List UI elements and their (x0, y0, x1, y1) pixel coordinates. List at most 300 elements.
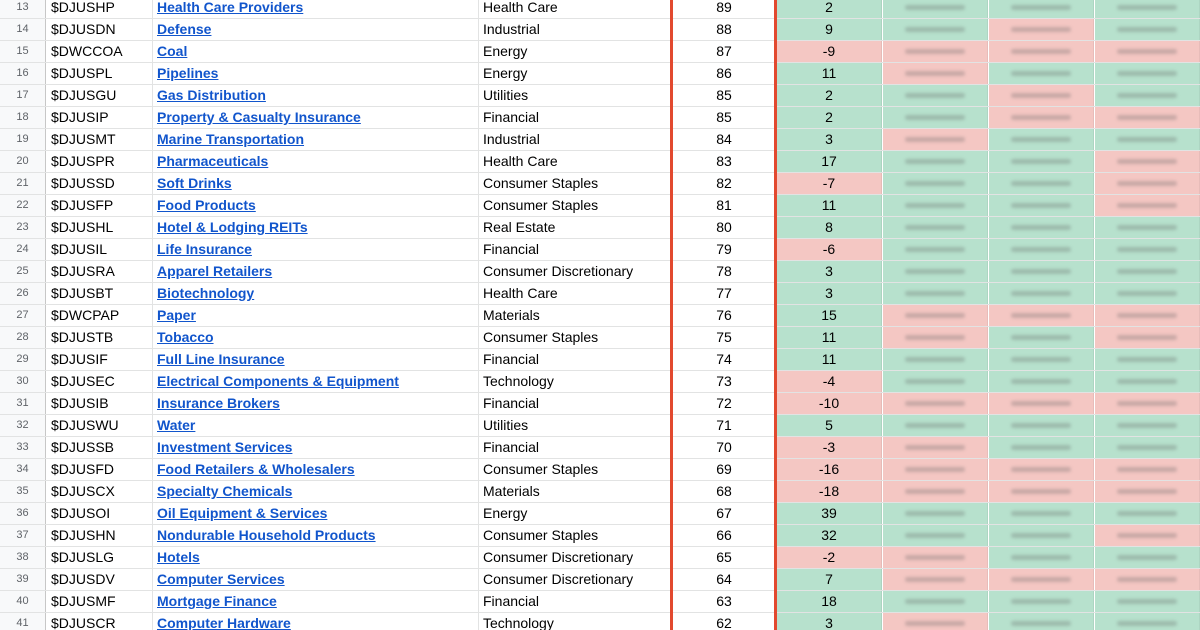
blurred-cell (883, 437, 988, 458)
change-cell[interactable]: 17 (777, 151, 882, 172)
change-cell[interactable]: -2 (777, 547, 882, 568)
rank-cell[interactable]: 86 (716, 65, 732, 81)
table-row[interactable] (0, 569, 1200, 591)
sector-cell[interactable]: Financial (483, 395, 540, 411)
column-divider-right (774, 0, 777, 630)
rank-cell[interactable]: 82 (716, 175, 732, 191)
blurred-cell (883, 349, 988, 370)
change-cell[interactable]: 11 (777, 349, 882, 370)
blurred-cell (1095, 0, 1200, 18)
rank-cell[interactable]: 85 (716, 87, 732, 103)
blurred-cell (883, 173, 988, 194)
symbol-cell[interactable]: $DJUSSB (47, 437, 153, 458)
rank-cell[interactable]: 75 (716, 329, 732, 345)
blurred-cell (989, 547, 1094, 568)
sector-cell[interactable]: Energy (483, 43, 528, 59)
row-number[interactable]: 37 (0, 525, 46, 546)
sector-cell[interactable]: Consumer Staples (483, 527, 599, 543)
blurred-cell (1095, 41, 1200, 62)
blurred-cell (1095, 503, 1200, 524)
blurred-cell (989, 349, 1094, 370)
symbol-cell[interactable]: $DJUSSD (47, 173, 153, 194)
sector-cell[interactable]: Financial (483, 109, 540, 125)
blurred-cell (1095, 371, 1200, 392)
rank-cell[interactable]: 77 (716, 285, 732, 301)
rank-cell[interactable]: 68 (716, 483, 732, 499)
change-cell[interactable]: 5 (777, 415, 882, 436)
blurred-cell (883, 107, 988, 128)
blurred-cell (989, 217, 1094, 238)
symbol-cell[interactable]: $DJUSIL (47, 239, 153, 260)
industry-link[interactable]: Water (157, 417, 196, 433)
blurred-cell (1095, 569, 1200, 590)
table-row[interactable] (0, 217, 1200, 239)
table-row[interactable] (0, 591, 1200, 613)
table-row[interactable] (0, 547, 1200, 569)
blurred-cell (1095, 393, 1200, 414)
row-number[interactable]: 28 (0, 327, 46, 348)
symbol-cell[interactable]: $DJUSIB (47, 393, 153, 414)
change-cell[interactable]: -4 (777, 371, 882, 392)
industry-name-cell[interactable] (154, 371, 479, 392)
industry-link[interactable]: Full Line Insurance (157, 351, 285, 367)
industry-link[interactable]: Specialty Chemicals (157, 483, 293, 499)
industry-link[interactable]: Life Insurance (157, 241, 252, 257)
row-number[interactable]: 38 (0, 547, 46, 568)
rank-cell[interactable]: 67 (716, 505, 732, 521)
table-row[interactable] (0, 437, 1200, 459)
sector-cell[interactable]: Consumer Discretionary (483, 571, 634, 587)
row-number[interactable]: 13 (0, 0, 46, 18)
industry-name-cell[interactable] (154, 481, 479, 502)
industry-name-cell[interactable] (154, 415, 479, 436)
row-number[interactable]: 17 (0, 85, 46, 106)
blurred-cell (883, 261, 988, 282)
sector-cell[interactable]: Health Care (483, 153, 558, 169)
industry-name-cell[interactable] (154, 459, 479, 480)
industry-name-cell[interactable] (154, 613, 479, 630)
industry-name-cell[interactable] (154, 349, 479, 370)
row-number[interactable]: 39 (0, 569, 46, 590)
blurred-cell (883, 525, 988, 546)
industry-name-cell[interactable] (154, 129, 479, 150)
industry-name-cell[interactable] (154, 327, 479, 348)
industry-name-cell[interactable] (154, 283, 479, 304)
change-cell[interactable]: 11 (777, 63, 882, 84)
change-cell[interactable]: 2 (777, 0, 882, 18)
symbol-cell[interactable]: $DJUSHL (47, 217, 153, 238)
blurred-cell (1095, 525, 1200, 546)
blurred-cell (883, 393, 988, 414)
industry-link[interactable]: Pipelines (157, 65, 219, 81)
table-row[interactable] (0, 305, 1200, 327)
sector-cell[interactable]: Materials (483, 483, 540, 499)
blurred-cell (883, 305, 988, 326)
industry-link[interactable]: Marine Transportation (157, 131, 305, 147)
rank-cell[interactable]: 76 (716, 307, 732, 323)
row-number[interactable]: 14 (0, 19, 46, 40)
industry-name-cell[interactable] (154, 525, 479, 546)
blurred-cell (1095, 151, 1200, 172)
table-row[interactable] (0, 19, 1200, 41)
rank-cell[interactable]: 70 (716, 439, 732, 455)
sector-cell[interactable]: Industrial (483, 131, 540, 147)
sector-cell[interactable]: Consumer Discretionary (483, 549, 634, 565)
blurred-cell (883, 41, 988, 62)
blurred-cell (989, 195, 1094, 216)
table-row[interactable] (0, 459, 1200, 481)
blurred-cell (883, 591, 988, 612)
change-cell[interactable]: 3 (777, 283, 882, 304)
blurred-cell (1095, 217, 1200, 238)
sector-cell[interactable]: Energy (483, 505, 528, 521)
change-cell[interactable]: 11 (777, 327, 882, 348)
rank-cell[interactable]: 63 (716, 593, 732, 609)
row-number[interactable]: 16 (0, 63, 46, 84)
blurred-cell (989, 525, 1094, 546)
symbol-cell[interactable]: $DJUSBT (47, 283, 153, 304)
table-row[interactable] (0, 415, 1200, 437)
symbol-cell[interactable]: $DJUSHN (47, 525, 153, 546)
blurred-cell (883, 217, 988, 238)
symbol-cell[interactable]: $DJUSIF (47, 349, 153, 370)
change-cell[interactable]: 3 (777, 261, 882, 282)
change-cell[interactable]: 18 (777, 591, 882, 612)
table-row[interactable] (0, 129, 1200, 151)
blurred-cell (989, 173, 1094, 194)
sector-cell[interactable]: Health Care (483, 285, 558, 301)
industry-link[interactable]: Defense (157, 21, 212, 37)
rank-cell[interactable]: 71 (716, 417, 732, 433)
sector-cell[interactable]: Technology (483, 373, 554, 389)
row-number[interactable]: 30 (0, 371, 46, 392)
change-cell[interactable]: 3 (777, 613, 882, 630)
industry-name-cell[interactable] (154, 41, 479, 62)
blurred-cell (1095, 19, 1200, 40)
industry-name-cell[interactable] (154, 239, 479, 260)
sector-cell[interactable]: Health Care (483, 0, 558, 15)
blurred-cell (989, 85, 1094, 106)
table-row[interactable] (0, 63, 1200, 85)
blurred-cell (989, 0, 1094, 18)
blurred-cell (989, 305, 1094, 326)
blurred-cell (1095, 261, 1200, 282)
sector-cell[interactable]: Utilities (483, 87, 529, 103)
sector-cell[interactable]: Consumer Staples (483, 197, 599, 213)
table-row[interactable] (0, 0, 1200, 19)
blurred-cell (1095, 415, 1200, 436)
table-row[interactable] (0, 283, 1200, 305)
blurred-cell (1095, 591, 1200, 612)
industry-link[interactable]: Tobacco (157, 329, 214, 345)
row-number[interactable]: 29 (0, 349, 46, 370)
sector-cell[interactable]: Consumer Staples (483, 461, 599, 477)
table-row[interactable] (0, 41, 1200, 63)
sector-cell[interactable]: Financial (483, 241, 540, 257)
row-number[interactable]: 27 (0, 305, 46, 326)
blurred-cell (1095, 173, 1200, 194)
blurred-cell (989, 19, 1094, 40)
industry-link[interactable]: Soft Drinks (157, 175, 232, 191)
sector-cell[interactable]: Financial (483, 439, 540, 455)
change-cell[interactable]: 2 (777, 107, 882, 128)
row-number[interactable]: 32 (0, 415, 46, 436)
symbol-cell[interactable]: $DJUSMT (47, 129, 153, 150)
blurred-cell (883, 547, 988, 568)
change-cell[interactable]: 9 (777, 19, 882, 40)
row-number[interactable]: 25 (0, 261, 46, 282)
rank-cell[interactable]: 88 (716, 21, 732, 37)
symbol-cell[interactable]: $DJUSPR (47, 151, 153, 172)
sector-cell[interactable]: Technology (483, 615, 554, 630)
blurred-cell (883, 481, 988, 502)
rank-cell[interactable]: 78 (716, 263, 732, 279)
symbol-cell[interactable]: $DJUSMF (47, 591, 153, 612)
change-cell[interactable]: 3 (777, 129, 882, 150)
table-row[interactable] (0, 261, 1200, 283)
blurred-cell (1095, 459, 1200, 480)
industry-link[interactable]: Coal (157, 43, 188, 59)
sector-cell[interactable]: Consumer Staples (483, 175, 599, 191)
row-number[interactable]: 19 (0, 129, 46, 150)
change-cell[interactable]: 15 (777, 305, 882, 326)
symbol-cell[interactable]: $DJUSIP (47, 107, 153, 128)
blurred-cell (989, 151, 1094, 172)
table-row[interactable] (0, 327, 1200, 349)
industry-link[interactable]: Investment Services (157, 439, 293, 455)
industry-link[interactable]: Mortgage Finance (157, 593, 277, 609)
rank-cell[interactable]: 62 (716, 615, 732, 630)
blurred-cell (883, 19, 988, 40)
industry-link[interactable]: Insurance Brokers (157, 395, 280, 411)
row-number[interactable]: 36 (0, 503, 46, 524)
sector-cell[interactable]: Financial (483, 351, 540, 367)
industry-link[interactable]: Pharmaceuticals (157, 153, 269, 169)
blurred-cell (1095, 107, 1200, 128)
blurred-cell (883, 283, 988, 304)
blurred-cell (1095, 547, 1200, 568)
blurred-cell (1095, 63, 1200, 84)
industry-name-cell[interactable] (154, 261, 479, 282)
row-number[interactable]: 40 (0, 591, 46, 612)
symbol-cell[interactable]: $DJUSPL (47, 63, 153, 84)
industry-name-cell[interactable] (154, 217, 479, 238)
industry-link[interactable]: Electrical Components & Equipment (157, 373, 399, 389)
row-number[interactable]: 23 (0, 217, 46, 238)
sector-cell[interactable]: Materials (483, 307, 540, 323)
rank-cell[interactable]: 72 (716, 395, 732, 411)
table-row[interactable] (0, 349, 1200, 371)
symbol-cell[interactable]: $DJUSGU (47, 85, 153, 106)
industry-link[interactable]: Biotechnology (157, 285, 255, 301)
industry-link[interactable]: Food Products (157, 197, 256, 213)
symbol-cell[interactable]: $DJUSDV (47, 569, 153, 590)
blurred-cell (1095, 283, 1200, 304)
blurred-cell (883, 327, 988, 348)
row-number[interactable]: 21 (0, 173, 46, 194)
symbol-cell[interactable]: $DJUSCX (47, 481, 153, 502)
industry-link[interactable]: Gas Distribution (157, 87, 266, 103)
table-row[interactable] (0, 525, 1200, 547)
blurred-cell (989, 569, 1094, 590)
symbol-cell[interactable]: $DJUSRA (47, 261, 153, 282)
rank-cell[interactable]: 73 (716, 373, 732, 389)
change-cell[interactable]: -7 (777, 173, 882, 194)
change-cell[interactable]: -16 (777, 459, 882, 480)
change-cell[interactable]: -3 (777, 437, 882, 458)
blurred-cell (989, 283, 1094, 304)
row-number[interactable]: 22 (0, 195, 46, 216)
row-number[interactable]: 15 (0, 41, 46, 62)
blurred-cell (989, 371, 1094, 392)
industry-name-cell[interactable] (154, 85, 479, 106)
blurred-cell (989, 107, 1094, 128)
change-cell[interactable]: -10 (777, 393, 882, 414)
industry-link[interactable]: Food Retailers & Wholesalers (157, 461, 355, 477)
blurred-cell (989, 437, 1094, 458)
change-cell[interactable]: 2 (777, 85, 882, 106)
industry-link[interactable]: Apparel Retailers (157, 263, 273, 279)
industry-link[interactable]: Computer Hardware (157, 615, 291, 630)
sector-cell[interactable]: Utilities (483, 417, 529, 433)
row-number[interactable]: 33 (0, 437, 46, 458)
industry-name-cell[interactable] (154, 173, 479, 194)
industry-name-cell[interactable] (154, 547, 479, 568)
blurred-cell (1095, 327, 1200, 348)
industry-link[interactable]: Paper (157, 307, 196, 323)
table-row[interactable] (0, 107, 1200, 129)
industry-name-cell[interactable] (154, 569, 479, 590)
table-row[interactable] (0, 613, 1200, 630)
symbol-cell[interactable]: $DJUSWU (47, 415, 153, 436)
symbol-cell[interactable]: $DWCCOA (47, 41, 153, 62)
blurred-cell (989, 261, 1094, 282)
change-cell[interactable]: 11 (777, 195, 882, 216)
table-row[interactable] (0, 371, 1200, 393)
blurred-cell (883, 85, 988, 106)
change-cell[interactable]: 39 (777, 503, 882, 524)
rank-cell[interactable]: 89 (716, 0, 732, 15)
table-row[interactable] (0, 393, 1200, 415)
blurred-cell (1095, 195, 1200, 216)
blurred-cell (883, 415, 988, 436)
industry-name-cell[interactable] (154, 195, 479, 216)
industry-link[interactable]: Oil Equipment & Services (157, 505, 328, 521)
blurred-cell (989, 503, 1094, 524)
blurred-cell (989, 239, 1094, 260)
industry-name-cell[interactable] (154, 19, 479, 40)
industry-name-cell[interactable] (154, 393, 479, 414)
sector-cell[interactable]: Energy (483, 65, 528, 81)
industry-name-cell[interactable] (154, 0, 479, 18)
blurred-cell (989, 459, 1094, 480)
industry-name-cell[interactable] (154, 107, 479, 128)
table-row[interactable] (0, 173, 1200, 195)
symbol-cell[interactable]: $DJUSOI (47, 503, 153, 524)
industry-name-cell[interactable] (154, 305, 479, 326)
table-row[interactable] (0, 503, 1200, 525)
rank-cell[interactable]: 74 (716, 351, 732, 367)
symbol-cell[interactable]: $DJUSFD (47, 459, 153, 480)
change-cell[interactable]: 8 (777, 217, 882, 238)
table-row[interactable] (0, 151, 1200, 173)
blurred-cell (883, 503, 988, 524)
symbol-cell[interactable]: $DJUSTB (47, 327, 153, 348)
row-number[interactable]: 24 (0, 239, 46, 260)
industry-name-cell[interactable] (154, 437, 479, 458)
symbol-cell[interactable]: $DJUSFP (47, 195, 153, 216)
sector-cell[interactable]: Consumer Discretionary (483, 263, 634, 279)
change-cell[interactable]: 7 (777, 569, 882, 590)
change-cell[interactable]: -6 (777, 239, 882, 260)
blurred-cell (883, 239, 988, 260)
change-cell[interactable]: -9 (777, 41, 882, 62)
rank-cell[interactable]: 81 (716, 197, 732, 213)
symbol-cell[interactable]: $DJUSLG (47, 547, 153, 568)
table-row[interactable] (0, 239, 1200, 261)
table-row[interactable] (0, 195, 1200, 217)
industry-link[interactable]: Computer Services (157, 571, 285, 587)
row-number[interactable]: 18 (0, 107, 46, 128)
sector-cell[interactable]: Consumer Staples (483, 329, 599, 345)
industry-name-cell[interactable] (154, 63, 479, 84)
blurred-cell (1095, 481, 1200, 502)
symbol-cell[interactable]: $DJUSHP (47, 0, 153, 18)
industry-name-cell[interactable] (154, 503, 479, 524)
symbol-cell[interactable]: $DWCPAP (47, 305, 153, 326)
industry-link[interactable]: Hotel & Lodging REITs (157, 219, 308, 235)
industry-link[interactable]: Nondurable Household Products (157, 527, 376, 543)
rank-cell[interactable]: 84 (716, 131, 732, 147)
industry-name-cell[interactable] (154, 591, 479, 612)
industry-link[interactable]: Hotels (157, 549, 200, 565)
row-number[interactable]: 34 (0, 459, 46, 480)
blurred-cell (989, 415, 1094, 436)
blurred-cell (989, 591, 1094, 612)
rank-cell[interactable]: 69 (716, 461, 732, 477)
symbol-cell[interactable]: $DJUSCR (47, 613, 153, 630)
row-number[interactable]: 20 (0, 151, 46, 172)
sector-cell[interactable]: Financial (483, 593, 540, 609)
rank-cell[interactable]: 65 (716, 549, 732, 565)
blurred-cell (1095, 437, 1200, 458)
industry-link[interactable]: Property & Casualty Insurance (157, 109, 361, 125)
industry-name-cell[interactable] (154, 151, 479, 172)
sector-cell[interactable]: Real Estate (483, 219, 556, 235)
rank-cell[interactable]: 87 (716, 43, 732, 59)
row-number[interactable]: 26 (0, 283, 46, 304)
table-row[interactable] (0, 481, 1200, 503)
symbol-cell[interactable]: $DJUSDN (47, 19, 153, 40)
rank-cell[interactable]: 79 (716, 241, 732, 257)
rank-cell[interactable]: 85 (716, 109, 732, 125)
change-cell[interactable]: 32 (777, 525, 882, 546)
industry-link[interactable]: Health Care Providers (157, 0, 304, 15)
row-number[interactable]: 35 (0, 481, 46, 502)
row-number[interactable]: 31 (0, 393, 46, 414)
rank-cell[interactable]: 80 (716, 219, 732, 235)
sector-cell[interactable]: Industrial (483, 21, 540, 37)
blurred-cell (989, 41, 1094, 62)
rank-cell[interactable]: 64 (716, 571, 732, 587)
rank-cell[interactable]: 66 (716, 527, 732, 543)
table-row[interactable] (0, 85, 1200, 107)
blurred-cell (883, 569, 988, 590)
change-cell[interactable]: -18 (777, 481, 882, 502)
symbol-cell[interactable]: $DJUSEC (47, 371, 153, 392)
row-number[interactable]: 41 (0, 613, 46, 630)
rank-cell[interactable]: 83 (716, 153, 732, 169)
